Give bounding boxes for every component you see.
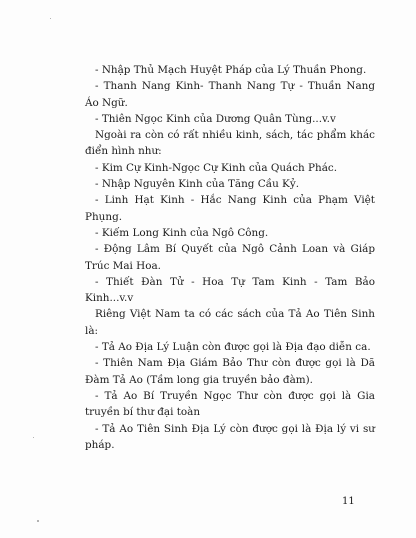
paragraph: - Nhập Nguyên Kinh của Tăng Cầu Kỷ. <box>95 178 299 191</box>
scan-speck <box>37 520 39 522</box>
body-text <box>85 62 375 453</box>
paragraph: Ngoài ra còn có rất nhiều kinh, sách, tác phẩm khác điển hình như: <box>85 129 375 158</box>
paragraph: - Tả Ao Địa Lý Luận còn được gọi là Địa đạo diễn ca. <box>95 341 371 354</box>
paragraph: - Thiên Nam Địa Giám Bảo Thư còn được gọi là Dã Đàm Tả Ao (Tầm long gia truyền bảo đàm). <box>85 357 375 386</box>
paragraph: - Linh Hạt Kinh - Hắc Nang Kinh của Phạm Việt Phụng. <box>85 194 375 223</box>
paragraph: - Thiên Ngọc Kinh của Dương Quân Tùng...v.v <box>95 112 336 125</box>
paragraph: - Tả Ao Tiên Sinh Địa Lý còn được gọi là Địa lý vi sư pháp. <box>85 422 375 451</box>
scan-speck <box>33 437 34 438</box>
paragraph: - Thanh Nang Kinh- Thanh Nang Tự - Thuần Nang Áo Ngữ. <box>85 80 375 109</box>
page-number: 11 <box>342 496 355 507</box>
paragraph: - Động Lâm Bí Quyết của Ngô Cảnh Loan và Giáp Trúc Mai Hoa. <box>85 243 375 272</box>
paragraph: - Kiếm Long Kinh của Ngô Công. <box>95 226 269 239</box>
paragraph: - Thiết Đàn Tử - Hoa Tự Tam Kinh - Tam Bảo Kinh...v.v <box>85 275 375 305</box>
scan-speck <box>50 18 51 19</box>
paragraph: - Kim Cự Kinh-Ngọc Cự Kinh của Quách Phác. <box>95 161 338 174</box>
paragraph: Riêng Việt Nam ta có các sách của Tả Ao Tiên Sinh là: <box>85 308 375 337</box>
paragraph: - Nhập Thủ Mạch Huyệt Pháp của Lý Thuần Phong. <box>95 64 367 76</box>
paragraph: - Tả Ao Bí Truyền Ngọc Thư còn được gọi là Gia truyền bí thư đại toàn <box>85 389 375 419</box>
